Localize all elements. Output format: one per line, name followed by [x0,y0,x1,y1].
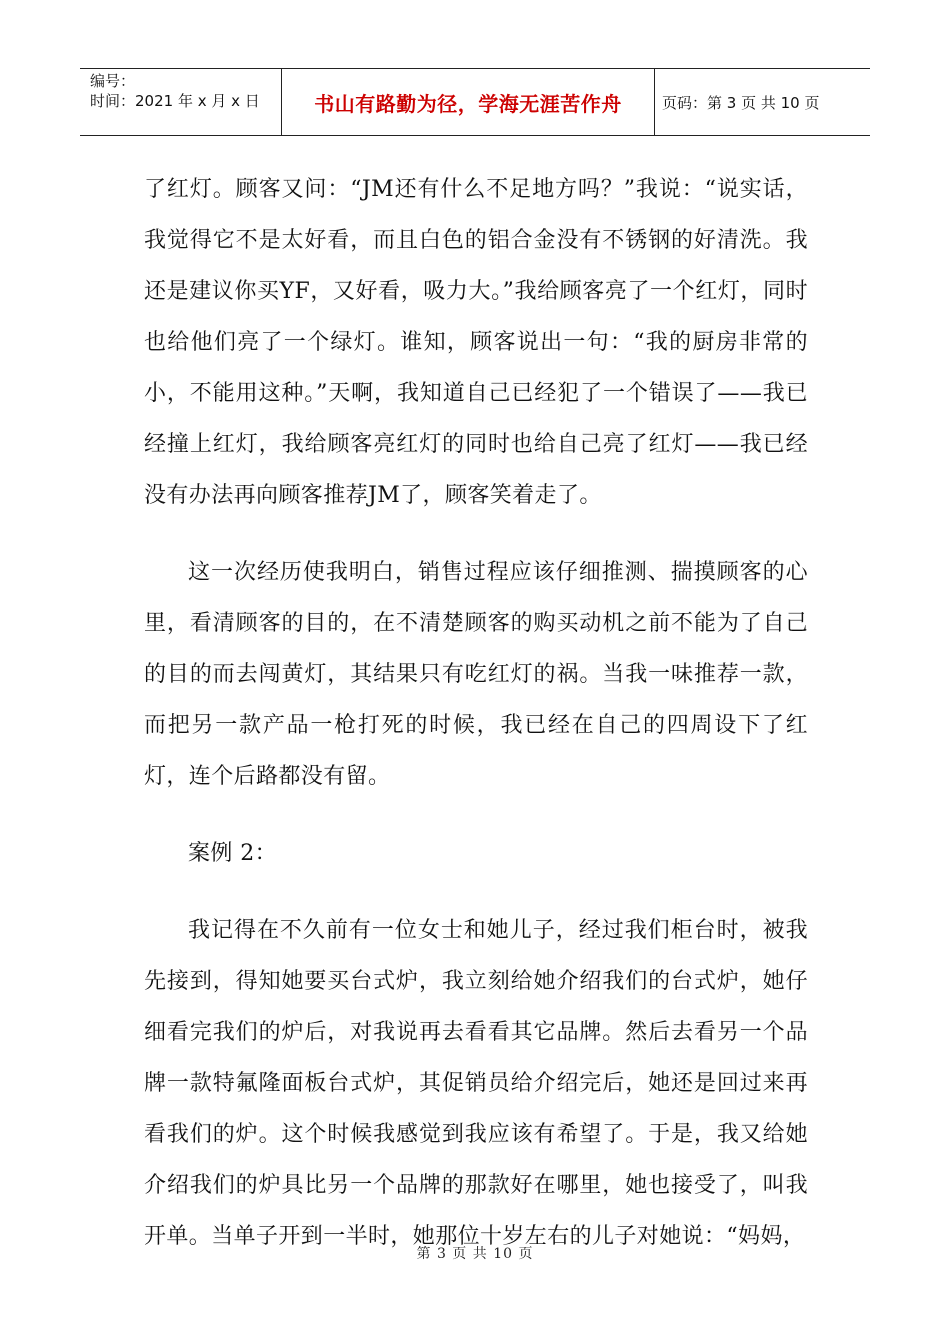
header-meta [80,69,282,135]
document-body [144,164,808,1262]
page-footer: 第 3 页 共 10 页 [416,1246,534,1262]
paragraph-continuation: 了红灯。顾客又问：“JM还有什么不足地方吗？”我说：“说实话，我觉得它不是太好看，而且白色的铝合金没有不锈钢的好清洗。我还是建议你买YF，又好看，吸力大。”我给顾客亮了一个红灯，同时也给他们亮了一个绿灯。谁知，顾客说出一句：“我的厨房非常的小，不能用这种。”天啊，我知道自己已经犯了一个错误了——我已经撞上红灯，我给顾客亮红灯的同时也给自己亮了红灯——我已经没有办法再向顾客推荐JM了，顾客笑着走了。 [144,177,808,508]
document-header [80,68,870,136]
paragraph-case-2: 我记得在不久前有一位女士和她儿子，经过我们柜台时，被我先接到，得知她要买台式炉，我立刻给她介绍我们的台式炉，她仔细看完我们的炉后，对我说再去看看其它品牌。然后去看另一个品牌一款特氟隆面板台式炉，其促销员给介绍完后，她还是回过来再看我们的炉。这个时候我感觉到我应该有希望了。于是，我又给她介绍我们的炉具比另一个品牌的那款好在哪里，她也接受了，叫我开单。当单子开到一半时，她那位十岁左右的儿子对她说：“妈妈， [144,918,808,1249]
document-number-label: 编号： [90,72,136,90]
header-motto: 书山有路勤为径，学海无涯苦作舟 [282,69,655,135]
header-page-info: 页码：第 3 页 共 10 页 [662,93,820,112]
paragraph-reflection: 这一次经历使我明白，销售过程应该仔细推测、揣摸顾客的心里，看清顾客的目的，在不清楚顾客的购买动机之前不能为了自己的目的而去闯黄灯，其结果只有吃红灯的祸。当我一味推荐一款，而把另一款产品一枪打死的时候，我已经在自己的四周设下了红灯，连个后路都没有留。 [144,560,808,789]
document-date-label: 时间：2021 年 x 月 x 日 [90,92,260,110]
case-heading: 案例 2： [188,841,277,866]
